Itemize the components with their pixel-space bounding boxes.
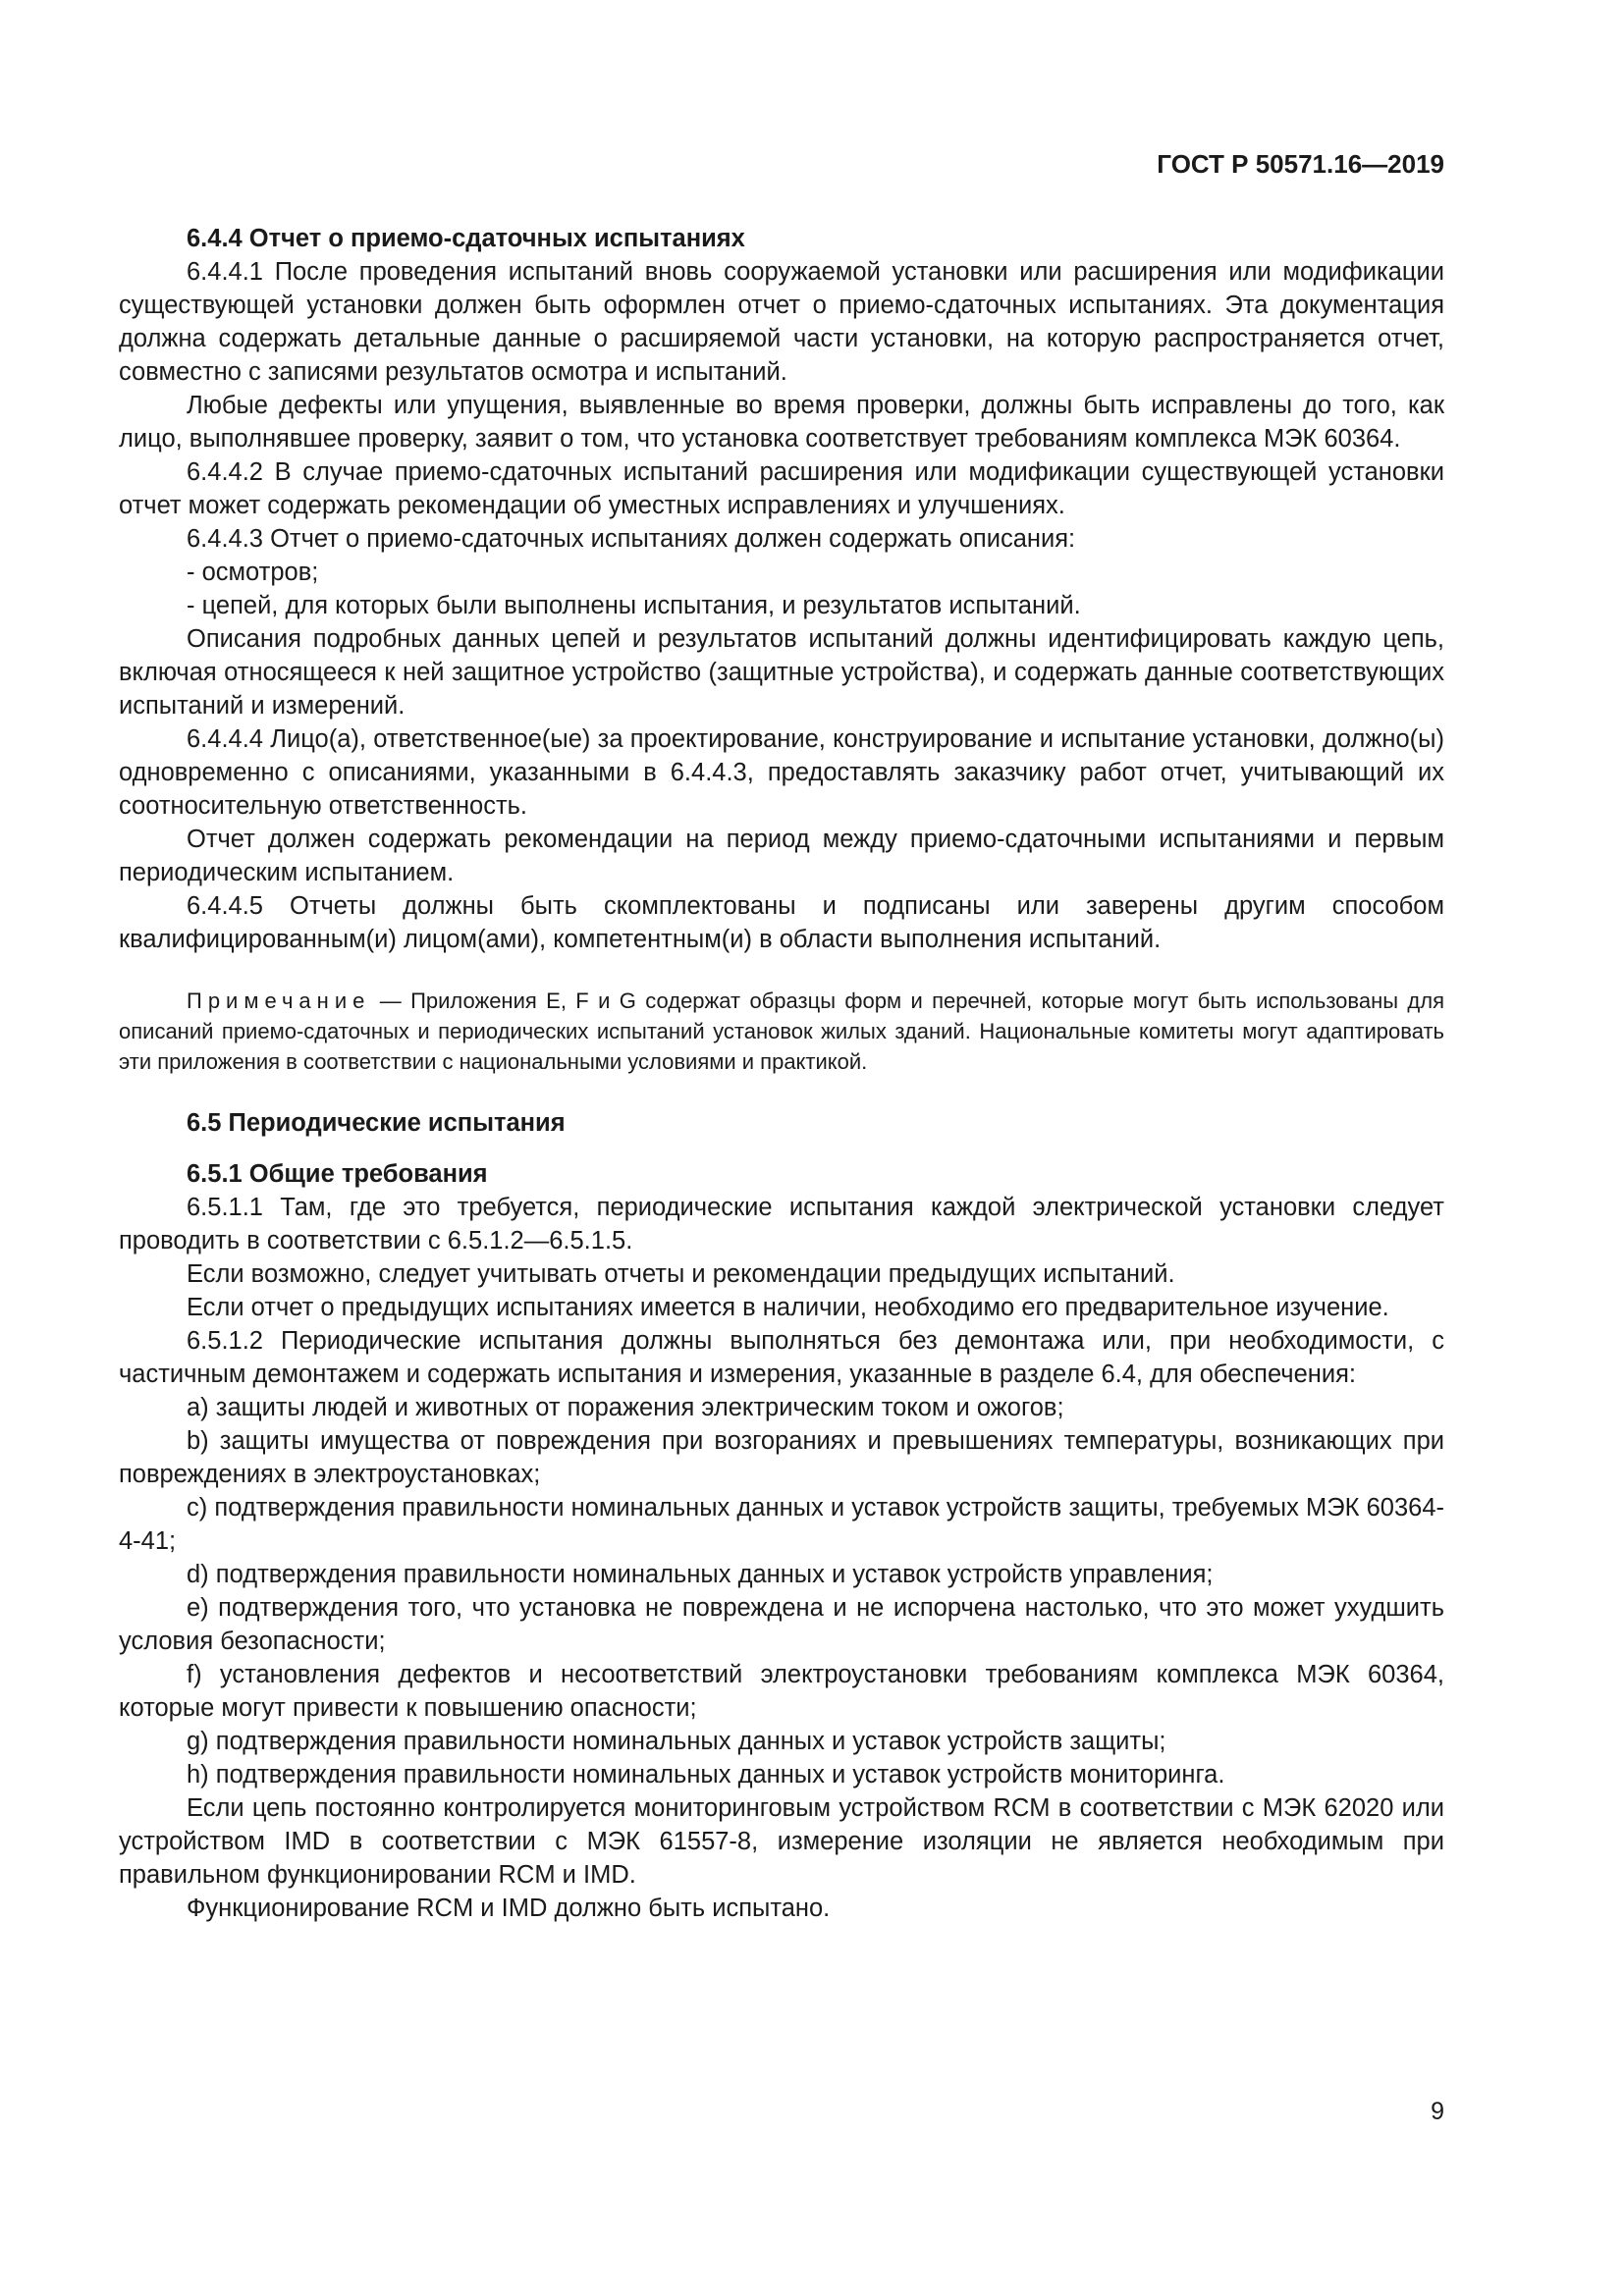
paragraph: 6.4.4.2 В случае приемо-сдаточных испытаний расширения или модификации существующей установки отчет может содержать рекомендации об уместных исправлениях и улучшениях. [119, 458, 1444, 519]
paragraph: 6.5.1.2 Периодические испытания должны выполняться без демонтажа или, при необходимости, с частичным демонтажем и содержать испытания и измерения, указанные в разделе 6.4, для обеспечения: [119, 1327, 1444, 1388]
list-item: a) защиты людей и животных от поражения электрическим током и ожогов; [187, 1394, 1064, 1421]
list-item: e) подтверждения того, что установка не повреждена и не испорчена настолько, что это может ухудшить условия безопасности; [119, 1594, 1444, 1655]
list-item: h) подтверждения правильности номинальных данных и уставок устройств мониторинга. [187, 1761, 1225, 1789]
paragraph: Описания подробных данных цепей и результатов испытаний должны идентифицировать каждую цепь, включая относящееся к ней защитное устройство (защитные устройства), и содержать данные соответствующих испытаний и измерений. [119, 625, 1444, 720]
note-text: — Приложения E, F и G содержат образцы форм и перечней, которые могут быть использованы для описаний приемо-сдаточных и периодических испытаний установок жилых зданий. Национальные комитеты могут адаптировать эти приложения в соответствии с национальными условиями и практикой. [119, 988, 1444, 1074]
list-item: c) подтверждения правильности номинальных данных и уставок устройств защиты, требуемых МЭК 60364-4-41; [119, 1494, 1444, 1555]
document-code: ГОСТ Р 50571.16—2019 [1157, 149, 1444, 179]
paragraph: Если возможно, следует учитывать отчеты и рекомендации предыдущих испытаний. [187, 1260, 1175, 1288]
list-item: f) установления дефектов и несоответствий электроустановки требованиям комплекса МЭК 60364, которые могут привести к повышению опасности; [119, 1661, 1444, 1722]
list-item: g) подтверждения правильности номинальных данных и уставок устройств защиты; [187, 1728, 1166, 1755]
page-number: 9 [1431, 2098, 1444, 2125]
document-body [119, 222, 1444, 1925]
paragraph: 6.5.1.1 Там, где это требуется, периодические испытания каждой электрической установки следует проводить в соответствии с 6.5.1.2—6.5.1.5. [119, 1194, 1444, 1255]
list-item: b) защиты имущества от повреждения при возгораниях и превышениях температуры, возникающих при повреждениях в электроустановках; [119, 1427, 1444, 1488]
section-title-6-4-4: 6.4.4 Отчет о приемо-сдаточных испытаниях [187, 225, 745, 252]
list-item: - цепей, для которых были выполнены испытания, и результатов испытаний. [187, 592, 1081, 619]
list-item: - осмотров; [187, 559, 319, 586]
paragraph: 6.4.4.1 После проведения испытаний вновь сооружаемой установки или расширения или модификации существующей установки должен быть оформлен отчет о приемо-сдаточных испытаниях. Эта документация должна содержать детальные данные о расширяемой части установки, на которую распространяется отчет, совместно с записями результатов осмотра и испытаний. [119, 258, 1444, 386]
section-title-6-5-1: 6.5.1 Общие требования [187, 1160, 488, 1188]
paragraph: 6.4.4.4 Лицо(а), ответственное(ые) за проектирование, конструирование и испытание установки, должно(ы) одновременно с описаниями, указанными в 6.4.4.3, предоставлять заказчику работ отчет, учитывающий их соотносительную ответственность. [119, 725, 1444, 820]
paragraph: 6.4.4.3 Отчет о приемо-сдаточных испытаниях должен содержать описания: [187, 525, 1076, 553]
paragraph: Если цепь постоянно контролируется мониторинговым устройством RCM в соответствии с МЭК 62020 или устройством IMD в соответствии с МЭК 61557-8, измерение изоляции не является необходимым при правильном функционировании RCM и IMD. [119, 1794, 1444, 1889]
note [119, 986, 1444, 1077]
paragraph: Функционирование RCM и IMD должно быть испытано. [187, 1895, 831, 1922]
list-item: d) подтверждения правильности номинальных данных и уставок устройств управления; [187, 1561, 1214, 1588]
note-label: Примечание [187, 988, 371, 1013]
paragraph: Отчет должен содержать рекомендации на период между приемо-сдаточными испытаниями и первым периодическим испытанием. [119, 826, 1444, 886]
paragraph: Если отчет о предыдущих испытаниях имеется в наличии, необходимо его предварительное изучение. [187, 1294, 1389, 1321]
paragraph: Любые дефекты или упущения, выявленные во время проверки, должны быть исправлены до того, как лицо, выполнявшее проверку, заявит о том, что установка соответствует требованиям комплекса МЭК 60364. [119, 392, 1444, 453]
section-title-6-5: 6.5 Периодические испытания [187, 1109, 566, 1137]
paragraph: 6.4.4.5 Отчеты должны быть скомплектованы и подписаны или заверены другим способом квалифицированным(и) лицом(ами), компетентным(и) в области выполнения испытаний. [119, 892, 1444, 953]
